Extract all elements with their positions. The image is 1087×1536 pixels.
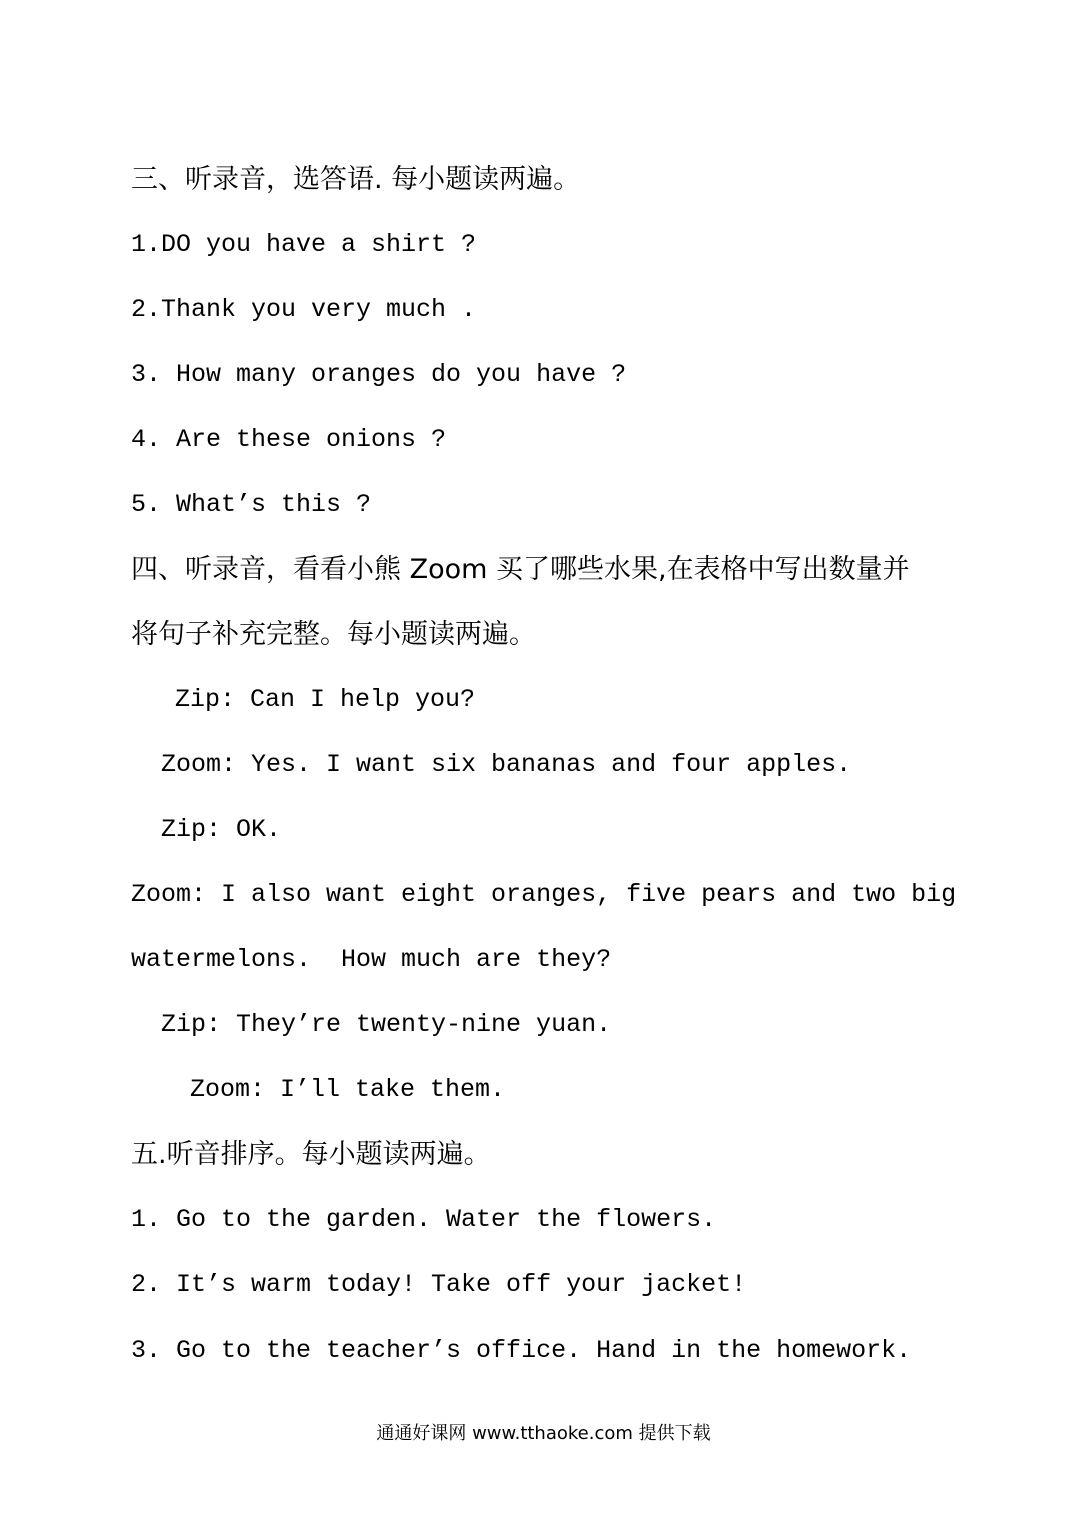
section3-heading: 三、听录音，选答语. 每小题读两遍。: [131, 164, 581, 195]
section3-item-3: 3. How many oranges do you have ?: [131, 360, 627, 389]
dialogue-line-4: Zoom: I also want eight oranges, five pears and two big: [131, 880, 957, 909]
dialogue-line-1: Zip: Can I help you?: [175, 685, 476, 714]
section4-heading-line1: 四、听录音，看看小熊 Zoom 买了哪些水果,在表格中写出数量并: [131, 554, 910, 585]
dialogue-line-2: Zoom: Yes. I want six bananas and four apples.: [161, 750, 852, 779]
section5-item-2: 2. It’s warm today! Take off your jacket!: [131, 1270, 747, 1299]
section3-item-2: 2.Thank you very much .: [131, 295, 477, 324]
page-footer: 通通好课网 www.tthaoke.com 提供下载: [376, 1423, 711, 1444]
section4-heading-line2: 将句子补充完整。每小题读两遍。: [131, 619, 536, 650]
section5-heading: 五.听音排序。每小题读两遍。: [131, 1139, 491, 1170]
section5-item-1: 1. Go to the garden. Water the flowers.: [131, 1205, 717, 1234]
section3-item-4: 4. Are these onions ?: [131, 425, 447, 454]
dialogue-line-7: Zoom: I’ll take them.: [190, 1075, 506, 1104]
dialogue-line-5: watermelons. How much are they?: [131, 945, 612, 974]
section3-item-5: 5. What’s this ?: [131, 490, 372, 519]
dialogue-line-6: Zip: They’re twenty-nine yuan.: [161, 1010, 612, 1039]
section5-item-3: 3. Go to the teacher’s office. Hand in the homework.: [131, 1336, 912, 1365]
section3-item-1: 1.DO you have a shirt ?: [131, 230, 477, 259]
dialogue-line-3: Zip: OK.: [161, 815, 282, 844]
